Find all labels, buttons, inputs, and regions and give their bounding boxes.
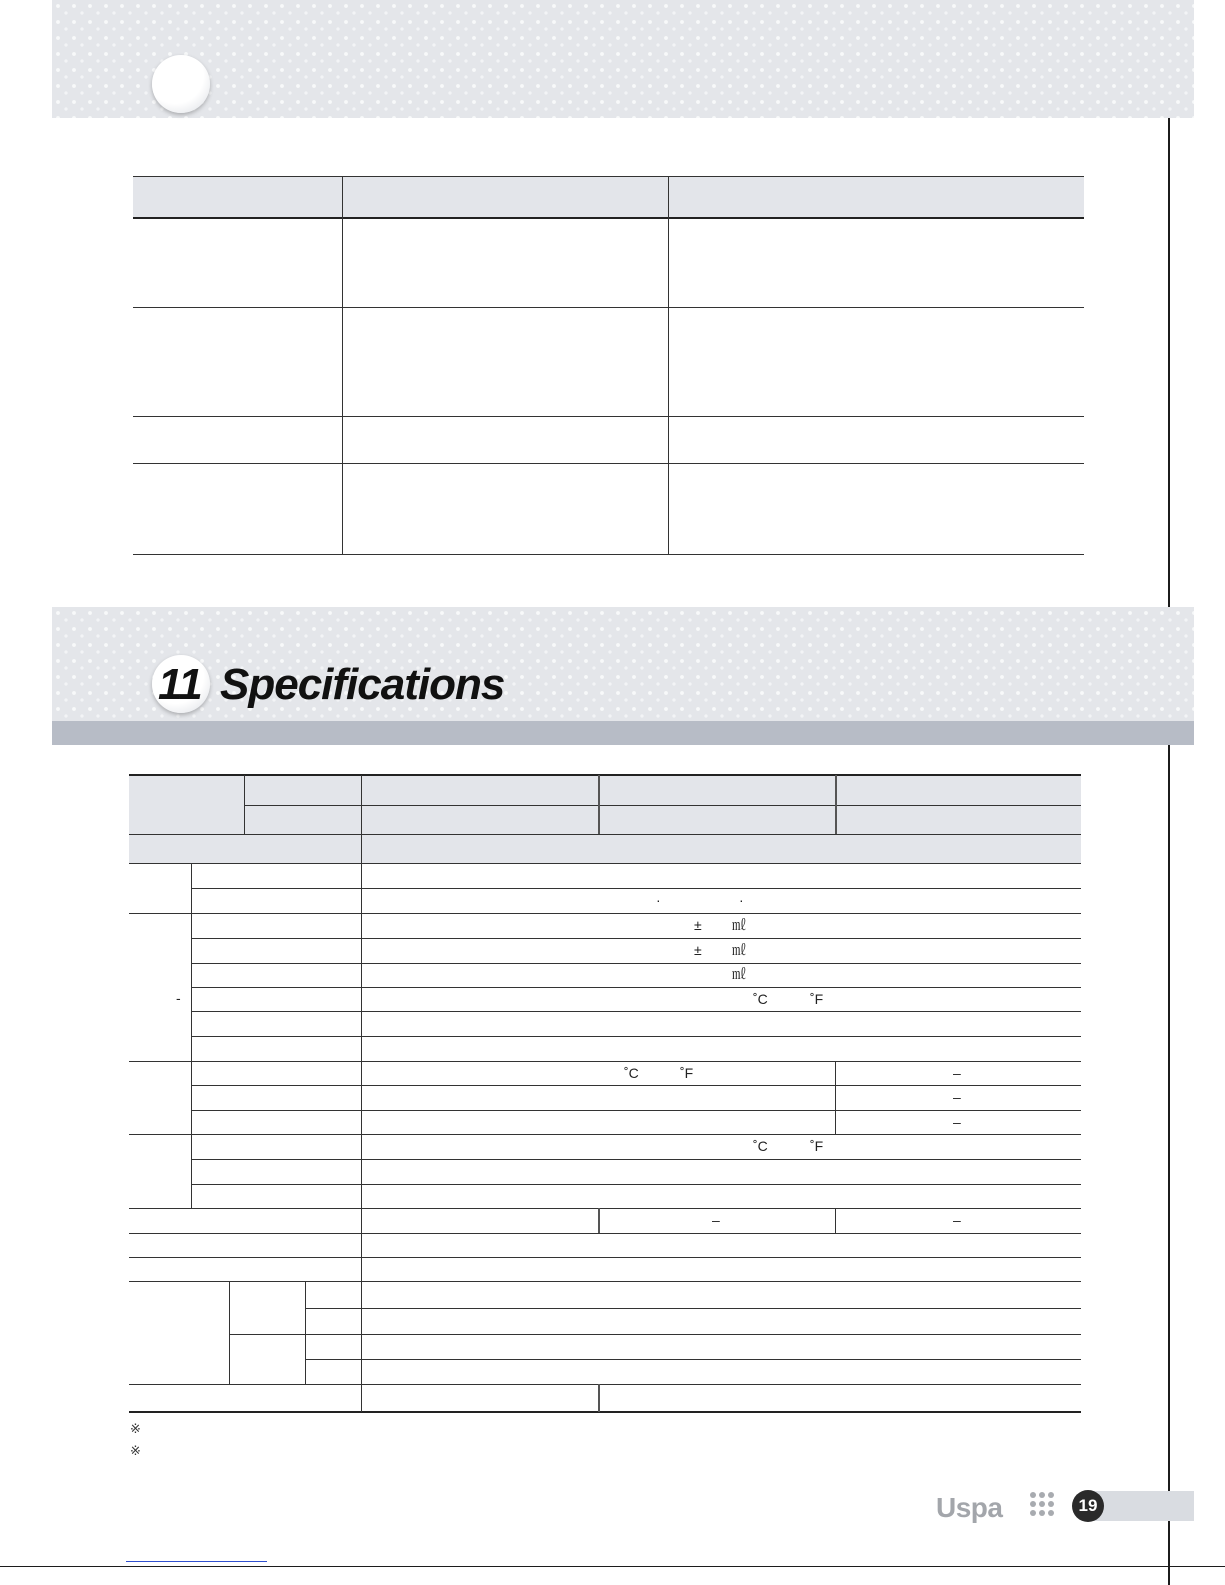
spec-celsius-3: ˚C xyxy=(753,1138,768,1154)
section-title: Specifications xyxy=(220,660,505,709)
spec-dash-2: – xyxy=(953,1089,961,1105)
right-margin-rule xyxy=(1168,0,1170,1585)
spec-fahrenheit-1: ˚F xyxy=(810,991,824,1007)
top-section-band xyxy=(52,0,1194,118)
specifications-band-bar xyxy=(52,721,1194,745)
spec-dash-5: – xyxy=(953,1212,961,1228)
page-number: 19 xyxy=(1072,1490,1104,1522)
spec-celsius-1: ˚C xyxy=(753,991,768,1007)
spec-dash-3: – xyxy=(953,1114,961,1130)
brand-logo: Uspa xyxy=(936,1492,1003,1523)
spec-dot-2: · xyxy=(739,892,744,908)
upper-table-header xyxy=(133,177,1084,218)
footer-rule xyxy=(0,1566,1225,1567)
spec-ml-1: ㎖ xyxy=(732,917,746,933)
spec-ml-3: ㎖ xyxy=(732,966,746,982)
spec-model-value-shade xyxy=(361,834,1081,863)
note-marker-1: ※ xyxy=(130,1421,141,1436)
spec-plusminus-2: ± xyxy=(694,942,702,958)
section-number-badge-top xyxy=(152,55,210,113)
spec-fahrenheit-3: ˚F xyxy=(810,1138,824,1154)
spec-left-dash: - xyxy=(176,990,181,1006)
spec-celsius-2: ˚C xyxy=(624,1065,639,1081)
brand-logo-dots-icon xyxy=(1028,1492,1056,1522)
spec-plusminus-1: ± xyxy=(694,917,702,933)
spec-dot-1: · xyxy=(656,892,661,908)
footer-link-underline[interactable] xyxy=(126,1561,267,1562)
spec-ml-2: ㎖ xyxy=(732,942,746,958)
spec-dash-4: – xyxy=(712,1212,720,1228)
spec-dash-1: – xyxy=(953,1065,961,1081)
section-number: 11 xyxy=(158,660,202,709)
note-marker-2: ※ xyxy=(130,1443,141,1458)
spec-fahrenheit-2: ˚F xyxy=(680,1065,694,1081)
spec-model-shade xyxy=(129,834,361,863)
